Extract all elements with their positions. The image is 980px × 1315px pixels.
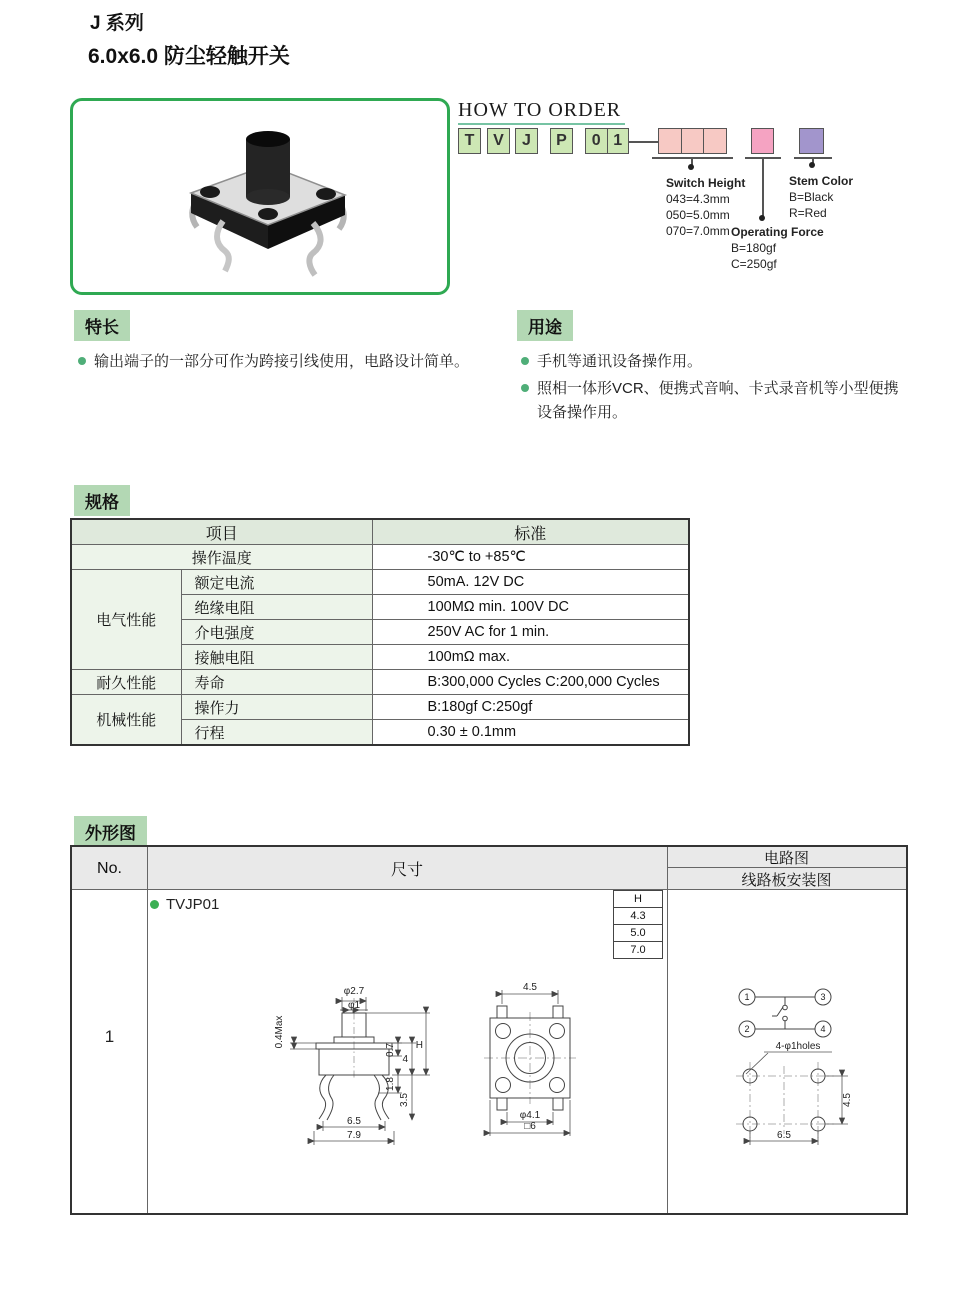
spec-table — [70, 518, 690, 746]
spec-row-operating-force — [71, 695, 689, 720]
spec-item-label: 接触电阻 — [181, 645, 372, 670]
h-table-value: 7.0 — [614, 941, 662, 958]
spec-item-value: B:300,000 Cycles C:200,000 Cycles — [372, 670, 689, 695]
dim-65: 6.5 — [347, 1116, 361, 1127]
spec-item-label: 寿命 — [181, 670, 372, 695]
dim-35: 3.5 — [399, 1093, 410, 1107]
spec-row-rated-current — [71, 570, 689, 595]
outline-divider — [667, 847, 668, 1213]
application-text: 手机等通讯设备操作用。 — [537, 353, 703, 370]
spec-item-label: 行程 — [181, 720, 372, 746]
bullet-icon — [521, 357, 529, 365]
dim-phi1: φ1 — [347, 1000, 361, 1011]
dim-18: 1.8 — [385, 1077, 396, 1091]
spec-item-value: 50mA. 12V DC — [372, 570, 689, 595]
spec-header-row — [71, 519, 689, 545]
h-table-value: 5.0 — [614, 924, 662, 941]
outline-chip: 外形图 — [74, 816, 147, 847]
dim-04max: 0.4Max — [274, 1015, 285, 1049]
switch-height-option: 070=7.0mm — [666, 224, 730, 238]
code-letter: V — [493, 132, 504, 149]
height-code-cell — [703, 129, 726, 153]
spec-group-electrical: 电气性能 — [71, 570, 181, 670]
operating-force-option: B=180gf — [731, 241, 777, 255]
spec-item-label: 操作力 — [181, 695, 372, 720]
outline-col-size: 尺寸 — [390, 862, 423, 879]
dim-phi27: φ2.7 — [343, 986, 365, 997]
spec-item-label: 绝缘电阻 — [181, 595, 372, 620]
circuit-pin-4: 4 — [820, 1024, 826, 1034]
height-code-cell — [659, 129, 681, 153]
height-leader-dot — [688, 164, 694, 170]
pcb-dim-lines — [750, 1076, 848, 1145]
outline-row-number: 1 — [104, 1027, 115, 1046]
outline-table — [70, 845, 908, 1215]
spec-item-label: 介电强度 — [181, 620, 372, 645]
code-box-t — [458, 128, 481, 154]
spec-col-standard: 标准 — [372, 519, 689, 545]
h-table-value: 4.3 — [614, 907, 662, 924]
spec-item-label: 额定电流 — [181, 570, 372, 595]
circuit-diagram — [730, 982, 840, 1046]
dim-h: H — [415, 1040, 423, 1051]
force-leader — [762, 158, 764, 216]
circuit-pin-2: 2 — [744, 1024, 750, 1034]
switch-height-option: 050=5.0mm — [666, 208, 730, 222]
dim-07: 0.7 — [385, 1043, 396, 1057]
part-number-row — [150, 896, 219, 913]
code-box-01 — [585, 128, 629, 154]
spec-item-label: 操作温度 — [71, 545, 372, 570]
height-options-table — [613, 890, 663, 959]
product-title: 6.0x6.0 防尘轻触开关 — [88, 45, 290, 68]
outline-chip-wrap — [74, 816, 147, 847]
spec-item-value: 100MΩ min. 100V DC — [372, 595, 689, 620]
circuit-pin-3: 3 — [820, 992, 826, 1002]
application-text: 照相一体形VCR、便携式音响、卡式录音机等小型便携设备操作用。 — [537, 380, 899, 421]
application-item — [521, 350, 909, 374]
stem-color-callout — [789, 173, 853, 221]
code-box-v — [487, 128, 510, 154]
code-digit: 1 — [607, 129, 629, 153]
switch-height-label: Switch Height — [666, 176, 746, 190]
code-box-p — [550, 128, 573, 154]
features-chip: 特长 — [74, 310, 130, 341]
bullet-icon — [150, 900, 159, 909]
dim-4: 4 — [402, 1054, 408, 1065]
operating-force-callout — [731, 224, 824, 272]
outline-col-circuit: 电路图 — [667, 847, 906, 868]
operating-force-option: C=250gf — [731, 257, 777, 271]
circuit-lines — [739, 989, 831, 1037]
product-photo-frame — [70, 98, 450, 295]
series-title: J 系列 — [90, 13, 144, 34]
front-view-body — [316, 998, 392, 1120]
stem-color-option: R=Red — [789, 206, 827, 220]
feature-item — [78, 350, 469, 374]
features-section — [74, 310, 469, 374]
outline-col-pcb: 线路板安装图 — [741, 872, 832, 889]
applications-section — [517, 310, 909, 425]
force-leader-dot — [759, 215, 765, 221]
dim-45: 4.5 — [842, 1093, 853, 1107]
part-number: TVJP01 — [166, 896, 220, 913]
bullet-icon — [521, 384, 529, 392]
stem-color-option: B=Black — [789, 190, 834, 204]
height-underbar — [652, 157, 733, 159]
top-view-drawing — [450, 978, 610, 1138]
dim-79: 7.9 — [347, 1130, 361, 1141]
height-code-box — [658, 128, 727, 154]
specs-chip: 规格 — [74, 485, 130, 516]
pcb-holes-label: 4-φ1holes — [775, 1041, 821, 1052]
spec-item-value: -30℃ to +85℃ — [372, 545, 689, 570]
how-to-order-title: HOW TO ORDER — [458, 99, 622, 121]
how-to-order-underline — [458, 123, 625, 125]
h-table-header: H — [634, 893, 642, 905]
stem-color-label: Stem Color — [789, 174, 854, 188]
outline-divider — [147, 847, 148, 1213]
stem-color-code-box — [799, 128, 824, 154]
spec-group-mechanical: 机械性能 — [71, 695, 181, 746]
spec-row-life — [71, 670, 689, 695]
code-digit: 0 — [591, 132, 601, 149]
code-letter: T — [464, 132, 475, 149]
front-view-drawing — [270, 980, 450, 1155]
specs-chip-wrap — [74, 485, 130, 516]
spec-col-item: 项目 — [71, 519, 372, 545]
operating-force-label: Operating Force — [731, 225, 824, 239]
application-item — [521, 377, 909, 425]
switch-height-option: 043=4.3mm — [666, 192, 730, 206]
spec-item-value: 250V AC for 1 min. — [372, 620, 689, 645]
top-view-body — [484, 1006, 576, 1110]
spec-item-value: 100mΩ max. — [372, 645, 689, 670]
spec-row-temperature — [71, 545, 689, 570]
outline-col-no: No. — [97, 859, 122, 877]
stem-leader-dot — [809, 162, 815, 168]
switch-stem — [246, 131, 290, 205]
dim-sq6: □6 — [524, 1121, 536, 1132]
code-box-j — [515, 128, 538, 154]
order-connector-line — [629, 141, 658, 143]
tactile-switch-photo — [73, 101, 447, 292]
pcb-mounting-diagram — [722, 1038, 862, 1150]
code-letter: J — [522, 132, 531, 149]
spec-group-durability: 耐久性能 — [71, 670, 181, 695]
dim-phi41: φ4.1 — [519, 1110, 541, 1121]
code-letter: P — [556, 132, 567, 149]
pcb-holes — [736, 1052, 834, 1138]
dim-65: 6.5 — [777, 1130, 791, 1141]
applications-chip: 用途 — [517, 310, 573, 341]
dim-45: 4.5 — [523, 982, 537, 993]
circuit-pin-1: 1 — [744, 992, 750, 1002]
spec-item-value: 0.30 ± 0.1mm — [372, 720, 689, 746]
bullet-icon — [78, 357, 86, 365]
spec-item-value: B:180gf C:250gf — [372, 695, 689, 720]
feature-text: 输出端子的一部分可作为跨接引线使用，电路设计简单。 — [94, 353, 470, 370]
force-code-box — [751, 128, 774, 154]
height-code-cell — [681, 129, 704, 153]
